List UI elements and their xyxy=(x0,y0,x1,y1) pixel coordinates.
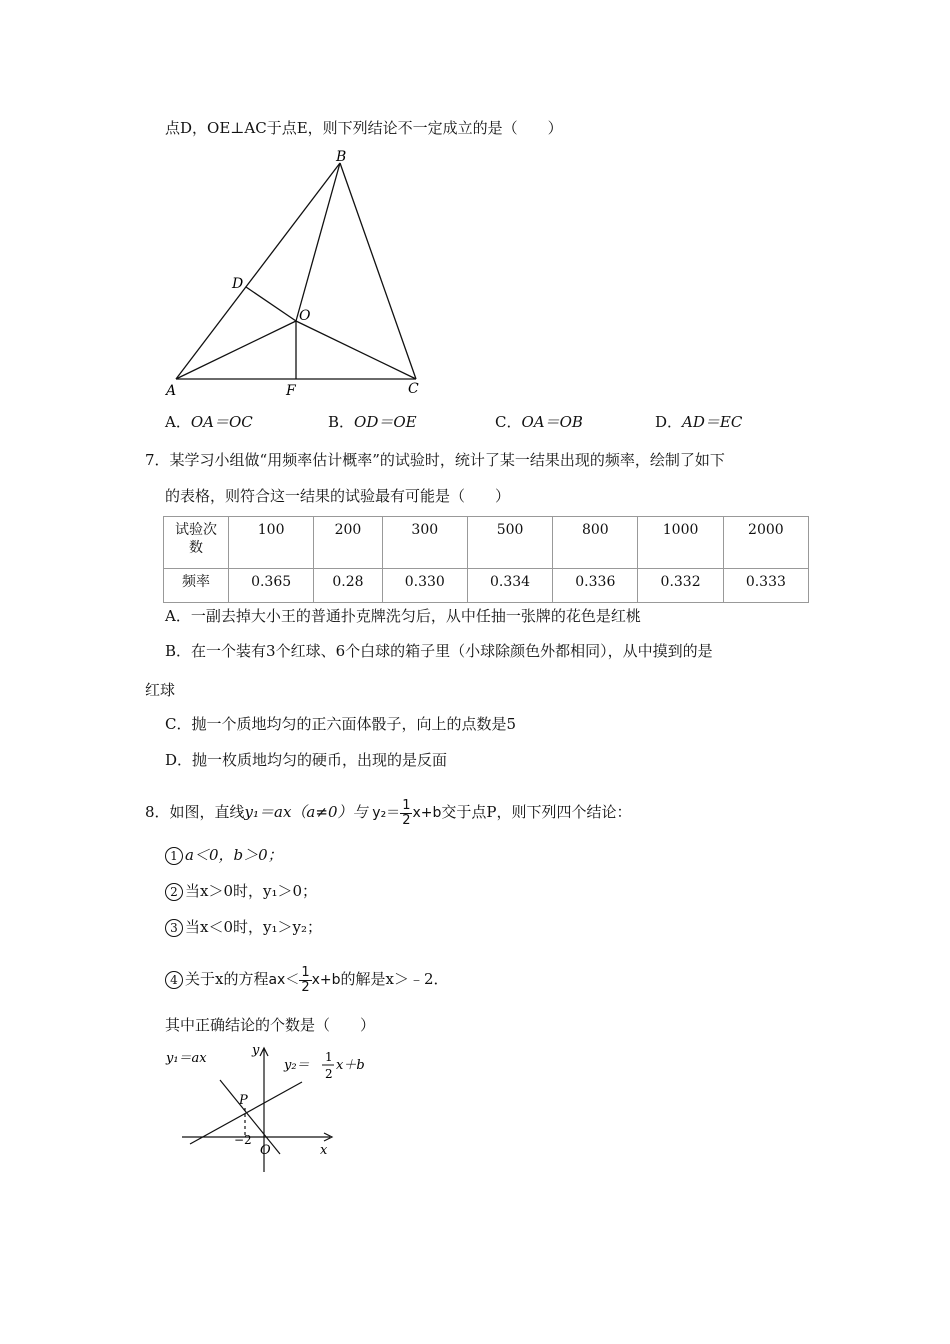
table-cell: 100 xyxy=(229,517,314,569)
q7-option-d[interactable]: D．抛一枚质地均匀的硬币，出现的是反面 xyxy=(165,751,448,769)
segment-bc xyxy=(340,163,416,379)
triangle-figure xyxy=(160,145,440,405)
q6-option-a-letter: A． xyxy=(165,413,191,431)
q8-stem-suffix: 交于点P，则下列四个结论： xyxy=(441,803,632,821)
q6-option-a[interactable] xyxy=(165,412,253,432)
segment-ao xyxy=(176,321,296,379)
tick-label: −2 xyxy=(234,1133,252,1147)
table-cell: 0.330 xyxy=(382,569,467,603)
label-a: A xyxy=(166,383,177,399)
table-row xyxy=(164,517,809,569)
axis-x-label: x xyxy=(320,1143,328,1158)
table-cell: 0.28 xyxy=(314,569,382,603)
segment-ab xyxy=(176,163,340,379)
q6-option-a-text: OA＝OC xyxy=(190,413,253,431)
graph-y2-num: 1 xyxy=(325,1050,333,1064)
axis-y-label: y xyxy=(252,1043,260,1058)
q8-stem-prefix: 8．如图，直线 xyxy=(145,803,245,821)
q6-option-c-text: OA＝OB xyxy=(521,413,583,431)
table-cell: 800 xyxy=(553,517,638,569)
q7-option-a[interactable]: A．一副去掉大小王的普通扑克牌洗匀后，从中任抽一张牌的花色是红桃 xyxy=(165,607,641,625)
q8-stem xyxy=(145,796,631,829)
table-cell: 0.333 xyxy=(723,569,808,603)
fraction-half: $\frac{1}{2}$ xyxy=(402,797,411,828)
graph-y2-rhs: x＋b xyxy=(336,1058,365,1073)
segment-bo xyxy=(296,163,340,321)
table-header-frequency: 频率 xyxy=(164,569,229,603)
table-cell: 200 xyxy=(314,517,382,569)
q8-graph xyxy=(160,1040,400,1180)
point-p-label: P xyxy=(239,1093,248,1108)
graph-y2-den: 2 xyxy=(325,1067,333,1081)
q7-stem-line2: 的表格，则符合这一结果的试验最有可能是（ ） xyxy=(165,487,511,505)
circled-number: 4 xyxy=(165,971,183,989)
label-d: D xyxy=(232,276,244,292)
q8-conclusion-2: 2 当x＞0时，y₁＞0； xyxy=(165,881,317,901)
circled-number: 2 xyxy=(165,883,183,901)
frequency-table xyxy=(163,516,809,603)
table-cell: 0.332 xyxy=(638,569,723,603)
table-cell: 1000 xyxy=(638,517,723,569)
graph-y1-label: y₁＝ax xyxy=(166,1051,207,1066)
q8-y2-lhs: y₂＝ xyxy=(372,805,401,821)
table-cell: 300 xyxy=(382,517,467,569)
label-c: C xyxy=(408,381,419,397)
q6-option-b-text: OD＝OE xyxy=(354,413,417,431)
q6-option-b[interactable] xyxy=(328,412,417,432)
q6-option-b-letter: B． xyxy=(328,413,355,431)
label-o: O xyxy=(299,308,311,324)
table-cell: 500 xyxy=(467,517,552,569)
inequality-lhs: ax＜ xyxy=(268,972,300,988)
table-cell: 0.365 xyxy=(229,569,314,603)
q6-option-c-letter: C． xyxy=(495,413,522,431)
circled-number: 1 xyxy=(165,847,183,865)
q6-option-d-text: AD＝EC xyxy=(682,413,743,431)
inequality-rhs: x+b xyxy=(311,972,341,988)
table-cell: 0.336 xyxy=(553,569,638,603)
q8-y1-def: y₁＝ax（a≠0）与 xyxy=(244,803,368,821)
fraction-half: $\frac{1}{2}$ xyxy=(301,964,310,995)
q7-option-b-line2: 红球 xyxy=(145,681,176,699)
q7-stem-line1: 7．某学习小组做“用频率估计概率”的试验时，统计了某一结果出现的频率，绘制了如下 xyxy=(145,451,725,469)
graph-y2-lhs: y₂＝ xyxy=(284,1058,310,1073)
q6-prompt: 点D，OE⊥AC于点E，则下列结论不一定成立的是（ ） xyxy=(165,119,563,137)
q8-y2-rhs: x+b xyxy=(412,805,442,821)
label-b: B xyxy=(336,149,347,165)
q6-option-d[interactable] xyxy=(655,412,742,432)
origin-label: O xyxy=(260,1143,271,1158)
table-header-trials: 试验次 数 xyxy=(164,517,229,569)
q7-option-c[interactable]: C．抛一个质地均匀的正六面体骰子，向上的点数是5 xyxy=(165,715,517,733)
circled-number: 3 xyxy=(165,919,183,937)
q6-option-c[interactable] xyxy=(495,412,583,432)
table-cell: 0.334 xyxy=(467,569,552,603)
table-row xyxy=(164,569,809,603)
q8-question: 其中正确结论的个数是（ ） xyxy=(165,1016,376,1034)
table-cell: 2000 xyxy=(723,517,808,569)
q8-conclusion-3: 3 当x＜0时，y₁＞y₂； xyxy=(165,917,322,937)
q8-conclusion-1: 1 a＜0，b＞0； xyxy=(165,845,283,865)
segment-od xyxy=(246,287,296,321)
label-f: F xyxy=(286,383,296,399)
q8-conclusion-4: 4 关于x的方程ax＜ $\frac{1}{2}$ x+b的解是x＞﹣2． xyxy=(165,962,449,997)
q7-option-b-line1[interactable]: B．在一个装有3个红球、6个白球的箱子里（小球除颜色外都相同），从中摸到的是 xyxy=(165,642,713,660)
q6-option-d-letter: D． xyxy=(655,413,683,431)
